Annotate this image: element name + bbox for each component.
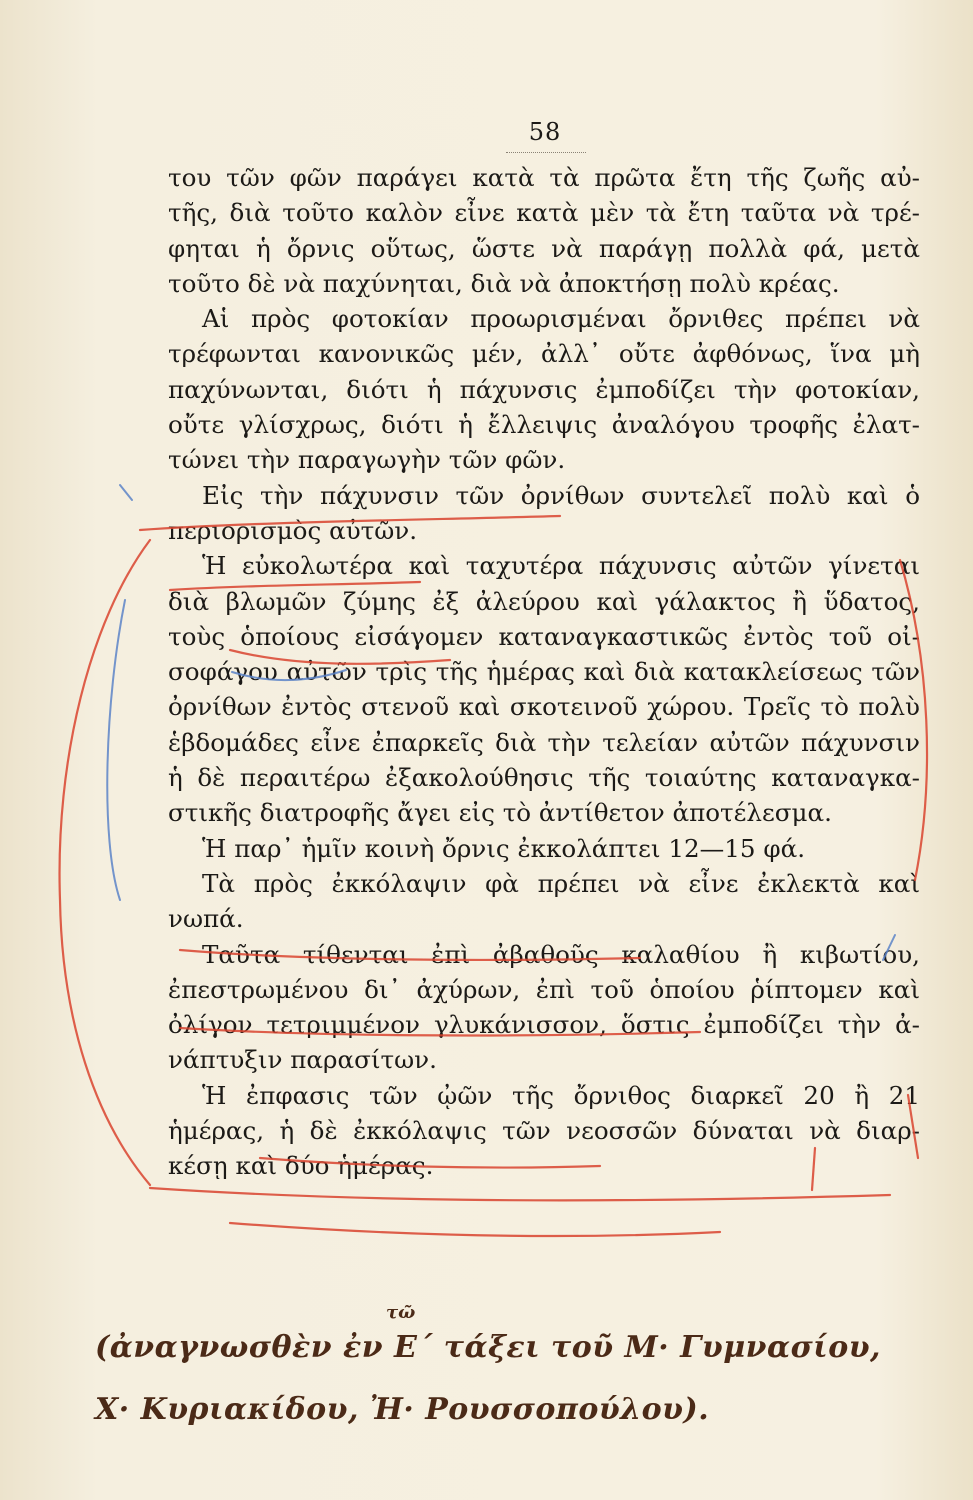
text-line: σοφάγου αὐτῶν τρὶς τῆς ἡμέρας καὶ διὰ κατακλείσεως τῶν <box>168 657 920 687</box>
text-line: περιορισμὸς αὐτῶν. <box>168 515 418 545</box>
text-line: ὀρνίθων ἐντὸς στενοῦ καὶ σκοτεινοῦ χώρου. Τρεῖς τὸ πολὺ <box>168 692 920 722</box>
paragraph <box>168 160 920 301</box>
text-line: στικῆς διατροφῆς ἄγει εἰς τὸ ἀντίθετον ἀποτέλεσμα. <box>168 798 832 828</box>
text-line: του τῶν φῶν παράγει κατὰ τὰ πρῶτα ἔτη τῆς ζωῆς αὐ- <box>168 163 920 192</box>
text-line: διὰ βλωμῶν ζύμης ἐξ ἀλεύρου καὶ γάλακτος ἢ ὕδατος, <box>168 586 920 616</box>
text-line: νωπά. <box>168 904 244 934</box>
handwritten-note-line-2: Χ· Κυριακίδου, Ἠ· Ρουσσοπούλου). <box>95 1392 710 1427</box>
red-arc-left <box>60 540 150 1185</box>
text-line: Ἡ παρ᾽ ἡμῖν κοινὴ ὄρνις ἐκκολάπτει 12—15 φά. <box>202 833 806 863</box>
text-line: ἡμέρας, ἡ δὲ ἐκκόλαψις τῶν νεοσσῶν δύναται νὰ διαρ- <box>168 1116 920 1146</box>
text-line: Τὰ πρὸς ἐκκόλαψιν φὰ πρέπει νὰ εἶνε ἐκλεκτὰ καὶ <box>202 868 920 898</box>
text-line: τοῦτο δὲ νὰ παχύνηται, διὰ νὰ ἀποκτήσῃ πολὺ κρέας. <box>168 268 840 298</box>
red-bracket-bottom <box>150 1188 890 1200</box>
handwritten-note-line-1: (ἀναγνωσθὲν ἐν Ε΄ τάξει τοῦ Μ· Γυμνασίου, <box>95 1330 881 1365</box>
text-line: τρέφωνται κανονικῶς μέν, ἀλλ᾽ οὔτε ἀφθόνως, ἵνα μὴ <box>168 339 920 369</box>
body-text <box>168 160 920 1184</box>
paragraph <box>168 866 920 937</box>
paragraph <box>168 478 920 549</box>
text-line: Εἰς τὴν πάχυνσιν τῶν ὀρνίθων συντελεῖ πολὺ καὶ ὁ <box>202 480 920 510</box>
red-underline-6 <box>230 1223 720 1236</box>
page-number: 58 <box>528 118 562 146</box>
text-line: Αἱ πρὸς φοτοκίαν προωρισμέναι ὄρνιθες πρέπει νὰ <box>202 304 920 334</box>
text-line: τώνει τὴν παραγωγὴν τῶν φῶν. <box>168 445 566 475</box>
text-line: ὀλίγον τετριμμένον γλυκάνισσον, ὅστις ἐμποδίζει τὴν ἀ- <box>168 1010 920 1040</box>
blue-curve-left <box>107 600 125 900</box>
text-line: νάπτυξιν παρασίτων. <box>168 1045 437 1075</box>
paragraph <box>168 937 920 1078</box>
blue-hook-left <box>120 485 132 500</box>
text-line: Ταῦτα τίθενται ἐπὶ ἀβαθοῦς καλαθίου ἢ κιβωτίου, <box>202 939 920 969</box>
text-line: παχύνωνται, διότι ἡ πάχυνσις ἐμποδίζει τὴν φοτοκίαν, <box>168 374 920 404</box>
text-line: τῆς, διὰ τοῦτο καλὸν εἶνε κατὰ μὲν τὰ ἔτη ταῦτα νὰ τρέ- <box>168 198 920 228</box>
text-line: οὔτε γλίσχρως, διότι ἡ ἔλλειψις ἀναλόγου τροφῆς ἐλατ- <box>168 410 920 440</box>
text-line: κέσῃ καὶ δύο ἡμέρας. <box>168 1151 434 1181</box>
page-number-rule <box>506 152 586 153</box>
text-line: Ἡ εὐκολωτέρα καὶ ταχυτέρα πάχυνσις αὐτῶν γίνεται <box>202 551 920 581</box>
paragraph <box>168 1078 920 1184</box>
paragraph <box>168 548 920 830</box>
text-line: τοὺς ὁποίους εἰσάγομεν καταναγκαστικῶς ἐντὸς τοῦ οἰ- <box>168 621 920 651</box>
paragraph <box>168 831 920 866</box>
text-line: ἐπεστρωμένου δι᾽ ἀχύρων, ἐπὶ τοῦ ὁποίου ῥίπτομεν καὶ <box>168 974 920 1004</box>
handwritten-superscript: τῶ <box>386 1302 416 1323</box>
paragraph <box>168 301 920 477</box>
text-line: ἑβδομάδες εἶνε ἐπαρκεῖς διὰ τὴν τελείαν αὐτῶν πάχυνσιν <box>168 727 920 757</box>
text-line: φηται ἡ ὄρνις οὕτως, ὥστε νὰ παράγῃ πολλὰ φά, μετὰ <box>168 233 920 263</box>
text-line: Ἡ ἐπφασις τῶν ᾠῶν τῆς ὄρνιθος διαρκεῖ 20 ἢ 21 <box>202 1080 920 1110</box>
text-line: ἡ δὲ περαιτέρω ἐξακολούθησις τῆς τοιαύτης καταναγκα- <box>168 763 920 793</box>
